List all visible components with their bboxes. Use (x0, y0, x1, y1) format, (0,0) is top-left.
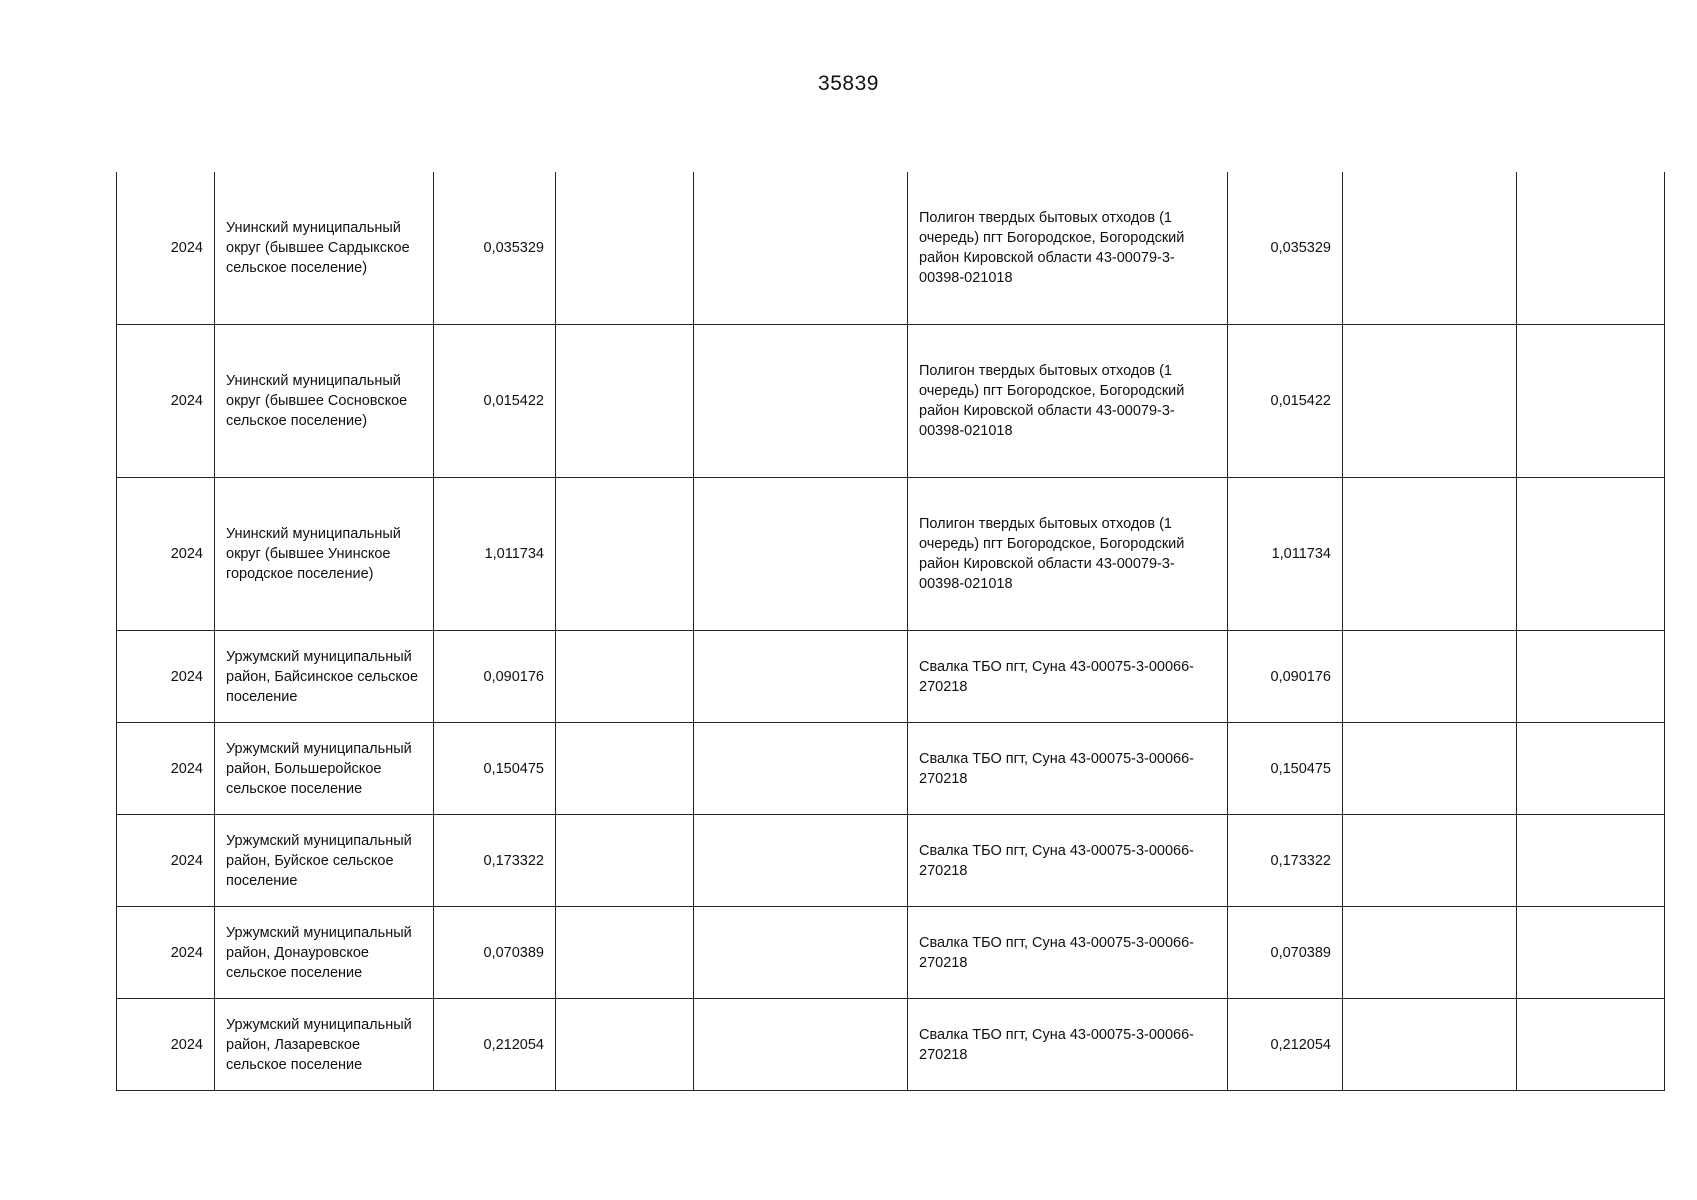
empty-cell (1343, 631, 1517, 723)
waste-mass-cell: 0,035329 (434, 172, 556, 325)
table-row (117, 815, 1665, 907)
page-number: 35839 (818, 72, 879, 95)
table-row (117, 907, 1665, 999)
empty-cell (1517, 172, 1665, 325)
waste-mass-cell: 0,015422 (434, 325, 556, 478)
empty-cell (556, 723, 694, 815)
facility-mass-cell: 0,090176 (1228, 631, 1343, 723)
empty-cell (1343, 325, 1517, 478)
empty-cell (694, 325, 908, 478)
empty-cell (556, 815, 694, 907)
empty-cell (1517, 907, 1665, 999)
year-cell: 2024 (117, 999, 215, 1091)
empty-cell (1343, 815, 1517, 907)
year-cell: 2024 (117, 723, 215, 815)
year-cell: 2024 (117, 631, 215, 723)
empty-cell (1343, 907, 1517, 999)
facility-mass-cell: 0,035329 (1228, 172, 1343, 325)
table-row (117, 478, 1665, 631)
municipality-cell: Уржумский муниципальный район, Буйское сельское поселение (215, 815, 434, 907)
facility-mass-cell: 0,070389 (1228, 907, 1343, 999)
facility-cell: Свалка ТБО пгт, Суна 43-00075-3-00066-270218 (908, 815, 1228, 907)
municipality-cell: Унинский муниципальный округ (бывшее Сардыкское сельское поселение) (215, 172, 434, 325)
empty-cell (556, 325, 694, 478)
empty-cell (556, 907, 694, 999)
table-body (117, 172, 1665, 1091)
empty-cell (1517, 999, 1665, 1091)
year-cell: 2024 (117, 478, 215, 631)
empty-cell (694, 478, 908, 631)
facility-cell: Свалка ТБО пгт, Суна 43-00075-3-00066-270218 (908, 723, 1228, 815)
waste-mass-cell: 0,212054 (434, 999, 556, 1091)
empty-cell (1343, 172, 1517, 325)
year-cell: 2024 (117, 172, 215, 325)
empty-cell (1343, 723, 1517, 815)
empty-cell (694, 723, 908, 815)
waste-mass-cell: 0,070389 (434, 907, 556, 999)
empty-cell (694, 815, 908, 907)
waste-mass-cell: 0,150475 (434, 723, 556, 815)
empty-cell (556, 631, 694, 723)
facility-cell: Свалка ТБО пгт, Суна 43-00075-3-00066-270218 (908, 631, 1228, 723)
empty-cell (1343, 999, 1517, 1091)
table-row (117, 631, 1665, 723)
table-row (117, 999, 1665, 1091)
facility-mass-cell: 0,015422 (1228, 325, 1343, 478)
empty-cell (1517, 325, 1665, 478)
empty-cell (1517, 723, 1665, 815)
municipality-cell: Уржумский муниципальный район, Байсинское сельское поселение (215, 631, 434, 723)
facility-mass-cell: 1,011734 (1228, 478, 1343, 631)
facility-mass-cell: 0,150475 (1228, 723, 1343, 815)
empty-cell (1517, 631, 1665, 723)
empty-cell (1517, 815, 1665, 907)
year-cell: 2024 (117, 907, 215, 999)
facility-cell: Свалка ТБО пгт, Суна 43-00075-3-00066-270218 (908, 999, 1228, 1091)
waste-mass-cell: 0,090176 (434, 631, 556, 723)
empty-cell (556, 172, 694, 325)
empty-cell (556, 999, 694, 1091)
empty-cell (556, 478, 694, 631)
municipality-cell: Уржумский муниципальный район, Лазаревское сельское поселение (215, 999, 434, 1091)
municipality-cell: Унинский муниципальный округ (бывшее Унинское городское поселение) (215, 478, 434, 631)
municipality-cell: Унинский муниципальный округ (бывшее Сосновское сельское поселение) (215, 325, 434, 478)
year-cell: 2024 (117, 815, 215, 907)
empty-cell (1517, 478, 1665, 631)
facility-cell: Полигон твердых бытовых отходов (1 очередь) пгт Богородское, Богородский район Кировской области 43-00079-3-00398-021018 (908, 325, 1228, 478)
empty-cell (694, 172, 908, 325)
waste-mass-cell: 1,011734 (434, 478, 556, 631)
table-row (117, 325, 1665, 478)
facility-cell: Полигон твердых бытовых отходов (1 очередь) пгт Богородское, Богородский район Кировской области 43-00079-3-00398-021018 (908, 478, 1228, 631)
facility-mass-cell: 0,173322 (1228, 815, 1343, 907)
municipality-cell: Уржумский муниципальный район, Донауровское сельское поселение (215, 907, 434, 999)
facility-mass-cell: 0,212054 (1228, 999, 1343, 1091)
facility-cell: Полигон твердых бытовых отходов (1 очередь) пгт Богородское, Богородский район Кировской области 43-00079-3-00398-021018 (908, 172, 1228, 325)
municipality-cell: Уржумский муниципальный район, Большеройское сельское поселение (215, 723, 434, 815)
table-row (117, 172, 1665, 325)
empty-cell (694, 631, 908, 723)
empty-cell (694, 999, 908, 1091)
waste-mass-cell: 0,173322 (434, 815, 556, 907)
year-cell: 2024 (117, 325, 215, 478)
table-row (117, 723, 1665, 815)
waste-flow-table (116, 172, 1665, 1091)
empty-cell (694, 907, 908, 999)
facility-cell: Свалка ТБО пгт, Суна 43-00075-3-00066-270218 (908, 907, 1228, 999)
empty-cell (1343, 478, 1517, 631)
